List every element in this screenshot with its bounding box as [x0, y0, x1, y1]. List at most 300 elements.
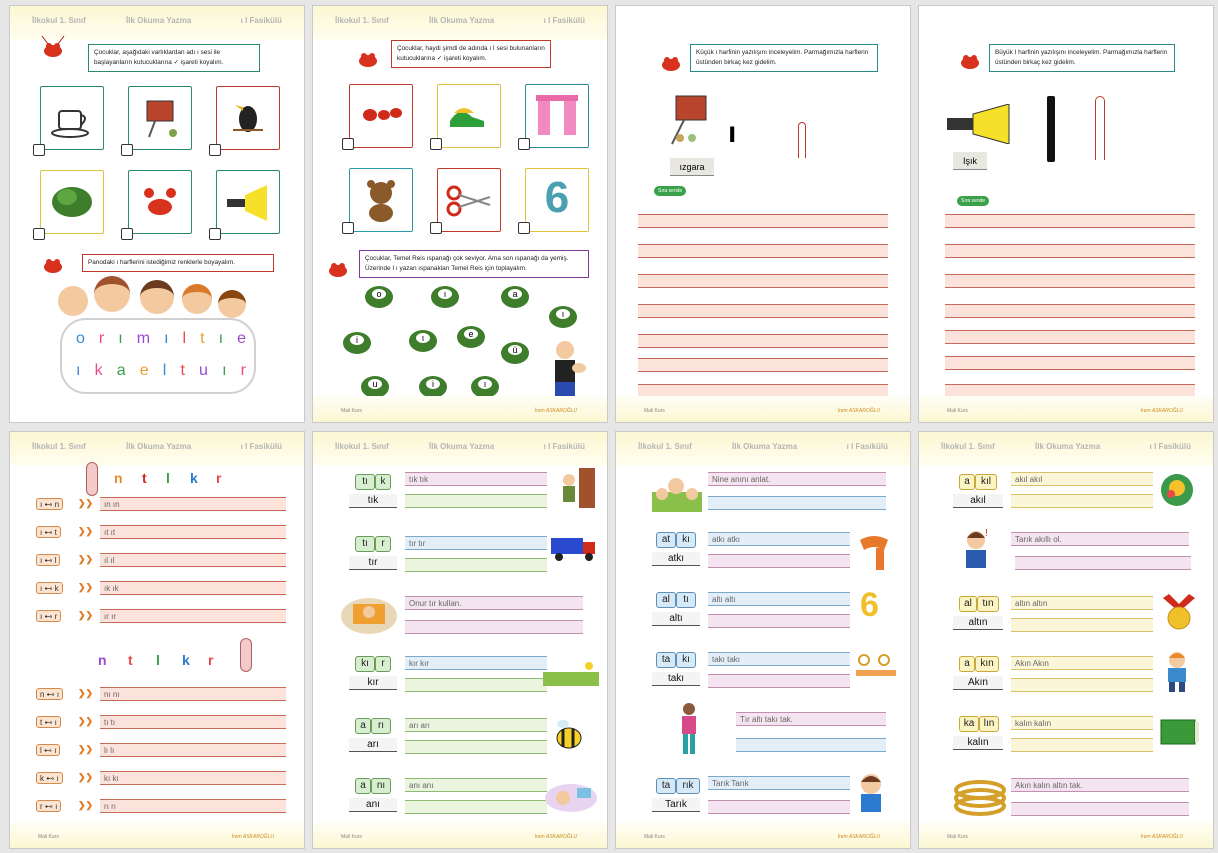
syllable-chip: lın — [979, 716, 999, 732]
practice-line[interactable] — [405, 678, 547, 692]
header-fascicle: ı I Fasikülü — [543, 442, 585, 451]
page-header — [616, 432, 910, 466]
crayfish-mascot-icon — [38, 34, 68, 64]
word-label: Tarık — [652, 798, 700, 812]
page-footer — [313, 396, 607, 422]
header-subject: İlk Okuma Yazma — [126, 16, 192, 25]
sira-sende-stamp: Sıra sende — [654, 186, 686, 196]
checkbox[interactable] — [33, 228, 45, 240]
practice-line[interactable]: rı rı — [100, 799, 286, 813]
blend-tag: ı ⊷ k — [36, 582, 63, 594]
practice-line[interactable] — [1011, 802, 1189, 816]
practice-line[interactable] — [638, 214, 888, 228]
syllable-chip: at — [656, 532, 676, 548]
practice-line[interactable] — [1011, 494, 1153, 508]
checkbox[interactable] — [121, 228, 133, 240]
boy-icon — [856, 772, 886, 812]
chevron-icon: ❯❯ — [78, 526, 94, 536]
practice-line[interactable] — [708, 554, 850, 568]
chevron-icon: ❯❯ — [78, 610, 94, 620]
picture-card — [349, 84, 413, 148]
blend-tag: l ⊷ ı — [36, 744, 60, 756]
syllable-chip: kı — [676, 652, 696, 668]
practice-line[interactable] — [638, 358, 888, 372]
spinach-letter: i — [426, 379, 440, 389]
spinach-field — [313, 286, 608, 406]
girl-icon — [678, 702, 700, 758]
spinach-item[interactable] — [365, 286, 393, 308]
word-label: Işık — [953, 152, 987, 170]
checkbox[interactable] — [33, 144, 45, 156]
letter-bubble[interactable]: l — [182, 330, 187, 347]
checkbox[interactable] — [342, 138, 354, 150]
letter-r: r — [216, 470, 222, 486]
grill-icon — [662, 94, 714, 148]
practice-line[interactable] — [405, 800, 547, 814]
practice-line[interactable] — [405, 558, 547, 572]
shoes-icon — [444, 91, 494, 141]
flashlight-icon — [945, 104, 1011, 144]
chevron-icon: ❯❯ — [78, 716, 94, 726]
page-footer — [10, 822, 304, 848]
header-grade: İlkokul 1. Sınıf — [32, 442, 86, 451]
practice-line[interactable]: lı lı — [100, 743, 286, 757]
word-label: atkı — [652, 552, 700, 566]
memories-icon — [543, 780, 599, 814]
curtain-icon — [532, 91, 582, 141]
page-header — [313, 6, 607, 40]
spinach-item[interactable] — [361, 376, 389, 398]
thinking-boy-icon — [961, 528, 991, 572]
spinach-item[interactable] — [409, 330, 437, 352]
chevron-icon: ❯❯ — [78, 582, 94, 592]
word-label: ızgara — [670, 158, 714, 176]
chevron-icon: ❯❯ — [78, 772, 94, 782]
spinach-letter: a — [508, 289, 522, 299]
syllable-chip: ka — [959, 716, 979, 732]
syllable-chip: ta — [656, 778, 676, 794]
crayfish-mascot-icon — [656, 48, 686, 78]
word-label: altı — [652, 612, 700, 626]
syllable-chip: kı — [355, 656, 375, 672]
bracelets-icon — [953, 778, 1007, 818]
practice-line[interactable]: tık tık — [405, 472, 547, 486]
instruction-box: Panodaki ı harflerini istediğimiz renklerle boyayalım. — [82, 254, 274, 272]
practice-line[interactable] — [1011, 618, 1153, 632]
practice-line[interactable]: ıt ıt — [100, 525, 286, 539]
header-fascicle: ı I Fasikülü — [240, 16, 282, 25]
chevron-icon: ❯❯ — [78, 498, 94, 508]
crayfish-mascot-icon — [323, 254, 353, 284]
practice-line[interactable]: Nine anını anlat. — [708, 472, 886, 486]
syllable-chip: a — [355, 778, 371, 794]
spinach-letter: ı — [438, 289, 452, 299]
spinach-letter: i — [350, 335, 364, 345]
practice-line[interactable] — [708, 614, 850, 628]
worksheet-page-6 — [312, 431, 608, 849]
practice-line[interactable]: takı takı — [708, 652, 850, 666]
spinach-item[interactable] — [419, 376, 447, 398]
chevron-icon: ❯❯ — [78, 800, 94, 810]
letter-bubble[interactable]: k — [94, 362, 103, 379]
practice-line[interactable]: ık ık — [100, 581, 286, 595]
letter-bubble[interactable]: r — [98, 330, 105, 347]
practice-line[interactable]: Akın kalın altın tak. — [1011, 778, 1189, 792]
page-footer — [919, 822, 1213, 848]
spinach-item[interactable] — [549, 306, 577, 328]
spinach-letter: ı — [478, 379, 492, 389]
boy-icon — [1163, 650, 1191, 694]
picture-card — [128, 86, 192, 150]
practice-line[interactable] — [708, 800, 850, 814]
syllable-chip: r — [375, 656, 391, 672]
header-grade: İlkokul 1. Sınıf — [335, 442, 389, 451]
letter-t: t — [142, 470, 147, 486]
bear-icon — [356, 175, 406, 225]
practice-line[interactable] — [405, 620, 583, 634]
footer-author: İrem ASKAROĞLU — [231, 834, 274, 840]
flashlight-icon — [223, 177, 273, 227]
practice-line[interactable] — [1015, 556, 1191, 570]
word-label: akıl — [953, 494, 1003, 508]
practice-line[interactable]: atkı atkı — [708, 532, 850, 546]
practice-line[interactable] — [945, 356, 1195, 370]
checkbox[interactable] — [121, 144, 133, 156]
letter-bubble[interactable]: ı — [118, 330, 123, 347]
footer-author: İrem ASKAROĞLU — [1140, 834, 1183, 840]
checkbox[interactable] — [209, 144, 221, 156]
practice-line[interactable] — [638, 244, 888, 258]
checkbox[interactable] — [518, 222, 530, 234]
letter-bubble[interactable]: o — [76, 330, 85, 347]
header-fascicle: ı I Fasikülü — [543, 16, 585, 25]
picture-card — [40, 86, 104, 150]
letter-bubble[interactable]: e — [139, 362, 149, 379]
instruction-box: Çocuklar, Temel Reis ıspanağı çok seviyor. Ama son ıspanağı da yemiş. Üzerinde I ı yazan ıspanakları Temel Reis için toplayalım. — [359, 250, 589, 278]
worksheet-page-5 — [9, 431, 305, 849]
checkbox[interactable] — [342, 222, 354, 234]
syllable-chip: tın — [977, 596, 999, 612]
spinach-item[interactable] — [431, 286, 459, 308]
blend-tag: t ⊷ ı — [36, 716, 61, 728]
instruction-box: Küçük ı harfinin yazılışını inceleyelim. Parmağımızla harflerin üstünden birkaç kez gidelim. — [690, 44, 878, 72]
svg-text:!: ! — [985, 528, 988, 539]
worksheet-page-7 — [615, 431, 911, 849]
worksheet-page-2 — [312, 5, 608, 423]
syllable-chip: r — [375, 536, 391, 552]
truck-driver-icon — [339, 594, 399, 636]
syllable-chip: al — [959, 596, 977, 612]
jewelry-icon — [854, 652, 898, 682]
checkbox[interactable] — [430, 222, 442, 234]
practice-line[interactable]: kır kır — [405, 656, 547, 670]
spinach-item[interactable] — [471, 376, 499, 398]
pencil-character-icon — [240, 638, 252, 672]
syllable-chip: tı — [355, 536, 375, 552]
spinach-letter: ü — [508, 345, 522, 355]
header-fascicle: ı I Fasikülü — [240, 442, 282, 451]
picture-card — [349, 168, 413, 232]
spinach-item[interactable] — [501, 342, 529, 364]
practice-line[interactable] — [1011, 678, 1153, 692]
header-subject: İlk Okuma Yazma — [1035, 442, 1101, 451]
footer-author: İrem ASKAROĞLU — [534, 834, 577, 840]
grill-icon — [135, 93, 185, 143]
header-subject: İlk Okuma Yazma — [732, 442, 798, 451]
brain-icon — [1159, 472, 1195, 508]
word-label: kalın — [953, 736, 1003, 750]
syllable-chip: a — [959, 656, 975, 672]
footer-left: Mali Kurs — [947, 834, 968, 840]
syllable-chip: tı — [676, 592, 696, 608]
scissors-icon — [444, 175, 494, 225]
blend-tag: ı ⊷ r — [36, 610, 61, 622]
page-header — [313, 432, 607, 466]
letter-n: n — [98, 652, 107, 668]
practice-line[interactable] — [945, 330, 1195, 344]
practice-line[interactable]: ın ın — [100, 497, 286, 511]
header-grade: İlkokul 1. Sınıf — [638, 442, 692, 451]
popeye-icon — [545, 338, 589, 402]
instruction-box: Çocuklar, aşağıdaki varlıklardan adı ı sesi ile başlayanların kutucuklarına ✓ işareti koyalım. — [88, 44, 260, 72]
practice-line[interactable] — [708, 674, 850, 688]
word-label: takı — [652, 672, 700, 686]
page-header — [919, 432, 1213, 466]
letter-bubble[interactable]: u — [199, 362, 208, 379]
picture-card — [437, 168, 501, 232]
syllable-chip: nı — [371, 778, 391, 794]
page-footer — [919, 396, 1213, 422]
picture-card — [40, 170, 104, 234]
practice-line[interactable]: tı tı — [100, 715, 286, 729]
word-label: tır — [349, 556, 397, 570]
practice-line[interactable] — [405, 740, 547, 754]
cup-icon — [47, 93, 97, 143]
book-icon — [1157, 712, 1201, 748]
crayfish-mascot-icon — [955, 46, 985, 76]
practice-line[interactable] — [1011, 738, 1153, 752]
picture-card — [437, 84, 501, 148]
syllable-chip: kı — [676, 532, 696, 548]
letter-r: r — [208, 652, 214, 668]
page-footer — [616, 396, 910, 422]
footer-author: İrem ASKAROĞLU — [837, 834, 880, 840]
spinach-letter: ı — [556, 309, 570, 319]
practice-line[interactable]: Tarık akıllı ol. — [1011, 532, 1189, 546]
header-grade: İlkokul 1. Sınıf — [32, 16, 86, 25]
six-icon: 6 — [860, 586, 879, 624]
worksheet-page-3 — [615, 5, 911, 423]
practice-line[interactable] — [945, 304, 1195, 318]
bird-icon — [223, 93, 273, 143]
footer-left: Mali Kurs — [38, 834, 59, 840]
practice-line[interactable]: kı kı — [100, 771, 286, 785]
picture-card — [216, 86, 280, 150]
practice-line[interactable]: ır ır — [100, 609, 286, 623]
practice-line[interactable]: Akın Akın — [1011, 656, 1153, 670]
practice-line[interactable]: anı anı — [405, 778, 547, 792]
letter-bubble[interactable]: a — [116, 362, 126, 379]
door-knock-icon — [559, 466, 599, 510]
six-icon: 6 — [544, 173, 570, 222]
practice-line[interactable] — [638, 334, 888, 348]
letter-bubble[interactable]: ı — [218, 330, 224, 347]
word-label: altın — [953, 616, 1003, 630]
spinach-icon — [47, 177, 97, 227]
practice-line[interactable] — [405, 494, 547, 508]
checkbox[interactable] — [430, 138, 442, 150]
syllable-chip: kıl — [975, 474, 997, 490]
letter-bubble[interactable]: t — [200, 330, 205, 347]
letter-bubble[interactable]: l — [162, 362, 167, 379]
blend-tag: r ⊷ ı — [36, 800, 61, 812]
letter-bubble[interactable]: r — [240, 362, 246, 379]
scarf-icon — [854, 532, 894, 572]
letter-bubble[interactable]: ı — [222, 362, 227, 379]
practice-line[interactable]: Tarık Tarık — [708, 776, 850, 790]
syllable-chip: a — [959, 474, 975, 490]
syllable-chip: k — [375, 474, 391, 490]
practice-line[interactable]: kalın kalın — [1011, 716, 1153, 730]
blend-tag: ı ⊷ n — [36, 498, 63, 510]
letter-l: l — [166, 470, 170, 486]
gold-medal-icon — [1157, 592, 1201, 632]
picture-card — [525, 84, 589, 148]
letter-bubble[interactable]: m — [136, 330, 151, 347]
letter-model-lowercase: ı — [728, 116, 737, 149]
letter-k: k — [182, 652, 190, 668]
letter-board — [60, 318, 256, 394]
picture-card — [128, 170, 192, 234]
bee-icon — [551, 718, 587, 752]
crayfish-mascot-icon — [353, 44, 383, 74]
letter-k: k — [190, 470, 198, 486]
field-icon — [543, 660, 599, 686]
footer-left: Mali Kurs — [644, 408, 665, 414]
practice-line[interactable]: arı arı — [405, 718, 547, 732]
header-subject: İlk Okuma Yazma — [429, 16, 495, 25]
syllable-chip: rık — [676, 778, 700, 794]
footer-author: İrem ASKAROĞLU — [1140, 408, 1183, 414]
header-grade: İlkokul 1. Sınıf — [335, 16, 389, 25]
spinach-item[interactable] — [343, 332, 371, 354]
spinach-letter: e — [464, 329, 478, 339]
letter-l: l — [156, 652, 160, 668]
word-label: Akın — [953, 676, 1003, 690]
syllable-chip: kın — [975, 656, 999, 672]
pencil-character-icon — [86, 462, 98, 496]
header-subject: İlk Okuma Yazma — [429, 442, 495, 451]
worksheet-page-1 — [9, 5, 305, 423]
word-label: anı — [349, 798, 397, 812]
picture-card — [525, 168, 589, 232]
spinach-letter: u — [368, 379, 382, 389]
spinach-item[interactable] — [501, 286, 529, 308]
syllable-chip: a — [355, 718, 371, 734]
picture-card — [216, 170, 280, 234]
footer-left: Mali Kurs — [341, 834, 362, 840]
blend-tag: n ⊷ ı — [36, 688, 63, 700]
chevron-icon: ❯❯ — [78, 744, 94, 754]
page-footer — [616, 822, 910, 848]
letters-row — [76, 330, 246, 348]
practice-line[interactable]: akıl akıl — [1011, 472, 1153, 486]
blend-tag: ı ⊷ l — [36, 554, 60, 566]
letter-n: n — [114, 470, 123, 486]
practice-line[interactable] — [945, 244, 1195, 258]
practice-line[interactable]: altı altı — [708, 592, 850, 606]
checkbox[interactable] — [209, 228, 221, 240]
spinach-letter: o — [372, 289, 386, 299]
letter-trace-guide — [1095, 96, 1105, 160]
blend-tag: k ⊷ ı — [36, 772, 63, 784]
practice-line[interactable] — [945, 214, 1195, 228]
header-fascicle: ı I Fasikülü — [846, 442, 888, 451]
letters-row — [76, 362, 246, 380]
children-illustration — [50, 276, 260, 321]
practice-line[interactable] — [708, 496, 886, 510]
practice-line[interactable] — [736, 738, 886, 752]
practice-line[interactable]: Onur tır kullan. — [405, 596, 583, 610]
checkbox[interactable] — [518, 138, 530, 150]
worksheet-page-8 — [918, 431, 1214, 849]
practice-line[interactable] — [945, 274, 1195, 288]
chevron-icon: ❯❯ — [78, 688, 94, 698]
worksheet-page-4 — [918, 5, 1214, 423]
letter-bubble[interactable]: ı — [76, 362, 81, 379]
syllable-chip: tı — [355, 474, 375, 490]
word-label: tık — [349, 494, 397, 508]
letter-bubble[interactable]: t — [180, 362, 185, 379]
letter-t: t — [128, 652, 133, 668]
letter-bubble[interactable]: e — [237, 330, 246, 347]
syllable-chip: al — [656, 592, 676, 608]
letter-model-uppercase — [1047, 96, 1055, 162]
letter-trace-guide — [798, 122, 806, 158]
ant-icon — [356, 91, 406, 141]
practice-line[interactable]: nı nı — [100, 687, 286, 701]
chevron-icon: ❯❯ — [78, 554, 94, 564]
word-label: kır — [349, 676, 397, 690]
header-grade: İlkokul 1. Sınıf — [941, 442, 995, 451]
practice-line[interactable] — [638, 304, 888, 318]
truck-icon — [549, 534, 599, 562]
blend-tag: ı ⊷ t — [36, 526, 61, 538]
header-subject: İlk Okuma Yazma — [126, 442, 192, 451]
practice-line[interactable]: tır tır — [405, 536, 547, 550]
practice-line[interactable]: altın altın — [1011, 596, 1153, 610]
letter-bubble[interactable]: ı — [164, 330, 169, 347]
spinach-item[interactable] — [457, 326, 485, 348]
footer-author: İrem ASKAROĞLU — [837, 408, 880, 414]
practice-line[interactable]: Tır altı takı tak. — [736, 712, 886, 726]
practice-line[interactable] — [638, 274, 888, 288]
syllable-chip: rı — [371, 718, 391, 734]
instruction-box: Çocuklar, haydi şimdi de adında ı I sesi bulunanların kutucuklarına ✓ işareti koyalım. — [391, 40, 551, 68]
page-footer — [313, 822, 607, 848]
footer-author: İrem ASKAROĞLU — [534, 408, 577, 414]
spinach-letter: ı — [416, 333, 430, 343]
footer-left: Mali Kurs — [947, 408, 968, 414]
footer-left: Mali Kurs — [341, 408, 362, 414]
syllable-chip: ta — [656, 652, 676, 668]
sira-sende-stamp: Sıra sende — [957, 196, 989, 206]
grandma-kids-icon — [652, 472, 702, 512]
practice-line[interactable]: ıl ıl — [100, 553, 286, 567]
instruction-box: Büyük I harfinin yazılışını inceleyelim. Parmağımızla harflerin üstünden birkaç kez gidelim. — [989, 44, 1175, 72]
header-fascicle: ı I Fasikülü — [1149, 442, 1191, 451]
word-label: arı — [349, 738, 397, 752]
